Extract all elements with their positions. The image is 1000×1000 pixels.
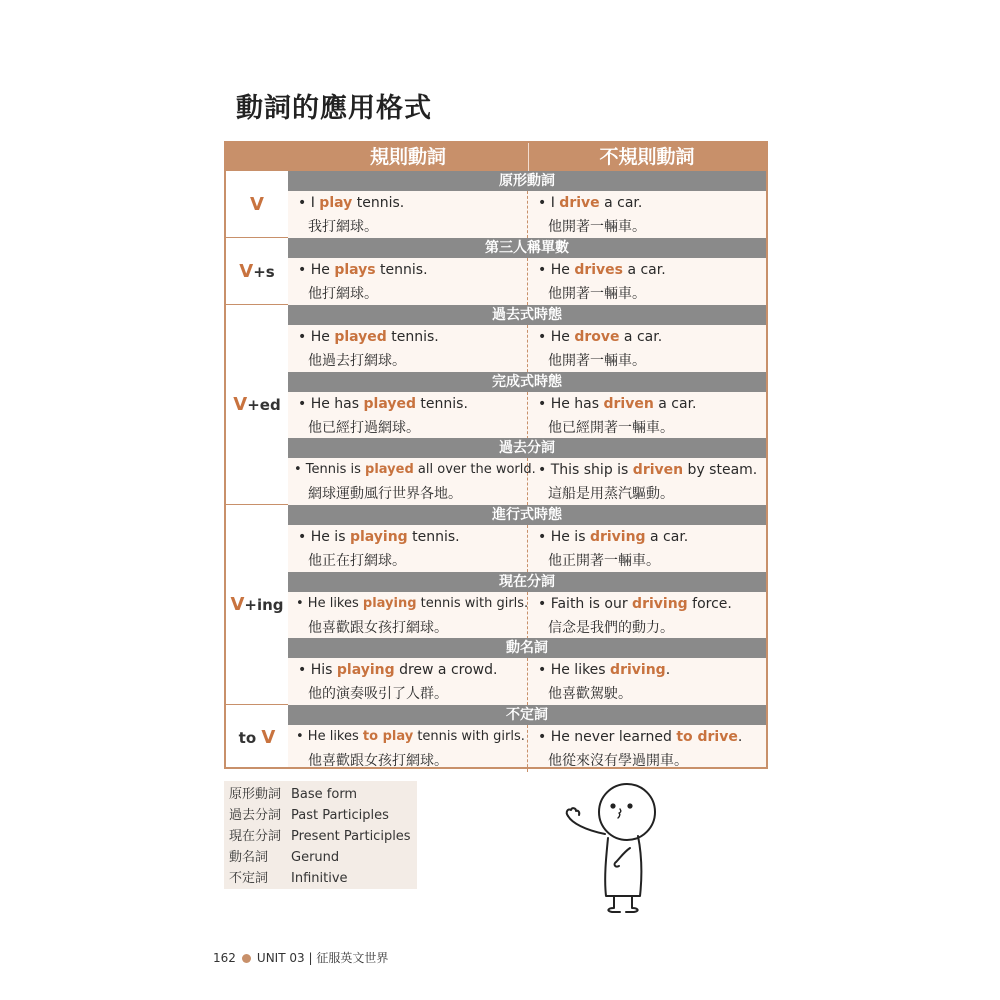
subheader-perfect-tense: 完成式時態 bbox=[288, 372, 766, 392]
table-row bbox=[288, 325, 766, 372]
irregular-cell: • He has driven a car. 他已經開著一輛車。 bbox=[538, 396, 697, 436]
table-header bbox=[226, 143, 766, 171]
footer-dot-icon bbox=[242, 954, 251, 963]
figure-head bbox=[599, 784, 655, 840]
table-row bbox=[288, 191, 766, 238]
page-title: 動詞的應用格式 bbox=[236, 93, 432, 124]
regular-cell: • I play tennis. 我打網球。 bbox=[288, 191, 528, 238]
footer-separator: | bbox=[308, 951, 313, 965]
table-row bbox=[288, 658, 766, 705]
figure-body bbox=[605, 836, 641, 896]
group-label-to-v: to V bbox=[238, 727, 276, 748]
irregular-cell: • He likes driving. 他喜歡駕駛。 bbox=[538, 662, 671, 702]
group-label-v: V bbox=[250, 194, 264, 215]
verb-form-table bbox=[224, 141, 768, 769]
label-separator bbox=[226, 704, 288, 705]
table-row bbox=[288, 458, 766, 505]
regular-cell: • He is playing tennis. 他正在打網球。 bbox=[288, 525, 528, 572]
irregular-cell: • I drive a car. 他開著一輛車。 bbox=[538, 195, 646, 235]
book-title: 征服英文世界 bbox=[316, 951, 389, 965]
header-regular-verbs: 規則動詞 bbox=[369, 146, 446, 168]
regular-cell: • He has played tennis. 他已經打過網球。 bbox=[288, 392, 528, 439]
regular-cell: • His playing drew a crowd. 他的演奏吸引了人群。 bbox=[288, 658, 528, 705]
page-footer bbox=[213, 949, 388, 966]
glossary-item: 原形動詞 Base form bbox=[229, 787, 358, 802]
figure-mouth bbox=[618, 809, 621, 818]
subheader-progressive-tense: 進行式時態 bbox=[288, 505, 766, 525]
regular-cell: • He likes playing tennis with girls. 他喜歡跟女孩打網球。 bbox=[288, 592, 528, 639]
label-separator bbox=[226, 304, 288, 305]
regular-cell: • He played tennis. 他過去打網球。 bbox=[288, 325, 528, 372]
glossary-box bbox=[224, 781, 417, 889]
regular-cell: • He plays tennis. 他打網球。 bbox=[288, 258, 528, 305]
figure-hand bbox=[567, 808, 580, 816]
irregular-cell: • He drove a car. 他開著一輛車。 bbox=[538, 329, 663, 369]
glossary-item: 過去分詞 Past Participles bbox=[229, 808, 389, 823]
irregular-cell: • He drives a car. 他開著一輛車。 bbox=[538, 262, 666, 302]
subheader-third-person: 第三人稱單數 bbox=[288, 238, 766, 258]
irregular-cell: • Faith is our driving force. 信念是我們的動力。 bbox=[538, 596, 732, 636]
stick-figure-illustration bbox=[560, 778, 680, 918]
unit-label: UNIT 03 bbox=[256, 951, 305, 965]
label-separator bbox=[226, 237, 288, 238]
regular-cell: • Tennis is played all over the world. 網球運動風行世界各地。 bbox=[288, 458, 528, 505]
irregular-cell: • He never learned to drive. 他從來沒有學過開車。 bbox=[538, 729, 743, 769]
glossary-item: 現在分詞 Present Participles bbox=[229, 829, 411, 844]
page-number: 162 bbox=[213, 951, 236, 965]
table-row bbox=[288, 525, 766, 572]
figure-left-leg bbox=[608, 896, 620, 912]
table-row bbox=[288, 725, 766, 772]
table-row bbox=[288, 392, 766, 439]
subheader-infinitive: 不定詞 bbox=[288, 705, 766, 725]
group-label-v-ed: V+ed bbox=[233, 394, 281, 415]
group-label-v-ing: V+ing bbox=[230, 594, 284, 615]
subheader-past-tense: 過去式時態 bbox=[288, 305, 766, 325]
label-separator bbox=[226, 504, 288, 505]
irregular-cell: • He is driving a car. 他正開著一輛車。 bbox=[538, 529, 689, 569]
table-row bbox=[288, 592, 766, 639]
regular-cell: • He likes to play tennis with girls. 他喜歡跟女孩打網球。 bbox=[288, 725, 528, 772]
subheader-past-participle: 過去分詞 bbox=[288, 438, 766, 458]
figure-right-leg bbox=[626, 896, 638, 912]
header-irregular-verbs: 不規則動詞 bbox=[599, 146, 695, 168]
figure-lower-arm bbox=[615, 848, 630, 867]
table-row bbox=[288, 258, 766, 305]
subheader-present-participle: 現在分詞 bbox=[288, 572, 766, 592]
glossary-item: 動名詞 Gerund bbox=[229, 850, 340, 865]
group-label-v-s: V+s bbox=[239, 261, 275, 282]
irregular-cell: • This ship is driven by steam. 這船是用蒸汽驅動。 bbox=[538, 462, 758, 502]
subheader-gerund: 動名詞 bbox=[288, 638, 766, 658]
figure-eye bbox=[611, 804, 614, 807]
glossary-item: 不定詞 Infinitive bbox=[229, 871, 348, 886]
subheader-base-form: 原形動詞 bbox=[288, 171, 766, 191]
figure-eye bbox=[628, 804, 631, 807]
